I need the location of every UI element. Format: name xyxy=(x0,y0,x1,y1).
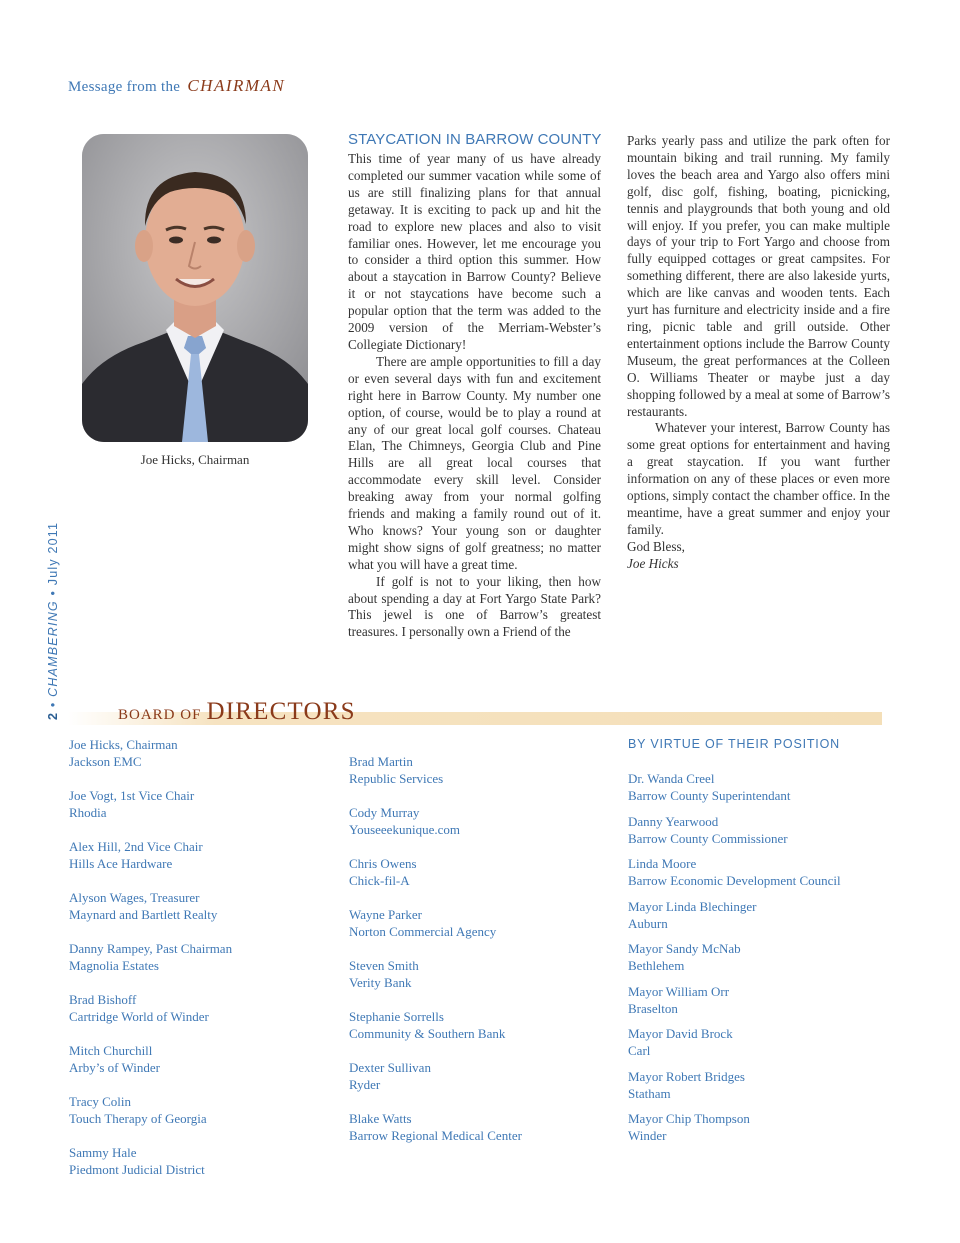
director-entry xyxy=(349,855,522,889)
article-paragraph: This time of year many of us have already completed our summer vacation while some of us are still finalizing plans for that annual getaway. It is exciting to pack up and hit the road to explore new places and also to visit familiar ones. However, let me encourage you to consider a third option this summer. How about a staycation in Barrow County? Believe it or not staycations have become such a popular option that the term was added to the 2009 version of the Merriam-Webster’s Collegiate Dictionary! xyxy=(348,151,601,352)
director-name: Alex Hill, 2nd Vice Chair xyxy=(69,839,203,854)
director-org: Jackson EMC xyxy=(69,754,142,769)
director-org: Magnolia Estates xyxy=(69,958,159,973)
header-prefix: Message from the xyxy=(68,79,181,95)
director-name: Stephanie Sorrells xyxy=(349,1009,444,1024)
director-name: Steven Smith xyxy=(349,958,419,973)
director-entry xyxy=(349,957,522,991)
director-name: Mayor Robert Bridges xyxy=(628,1068,745,1084)
article-paragraph: Whatever your interest, Barrow County has some great options for entertainment and having a great staycation. If you want further information on any of these places or even more options, simply contact the chamber office. In the meantime, have a great summer and enjoy your family. xyxy=(627,420,890,537)
director-name: Tracy Colin xyxy=(69,1094,131,1109)
magazine-name: CHAMBERING xyxy=(46,600,60,697)
director-org: Maynard and Bartlett Realty xyxy=(69,907,218,922)
director-name: Alyson Wages, Treasurer xyxy=(69,890,200,905)
separator: • xyxy=(46,589,60,596)
director-entry xyxy=(628,983,841,1017)
section-header xyxy=(68,76,285,96)
director-name: Linda Moore xyxy=(628,856,697,871)
article-paragraph: There are ample opportunities to fill a day or even several days with fun and excitement right here in Barrow County. My number one option, of course, would be to play a round at any of our great local golf courses. Chateau Elan, The Chimneys, Georgia Club and Pine Hills are all great local courses that accommodate every skill level. Consider breaking away from your normal golfing friends and making a family round out of it. Who knows? Your young son or daughter might show signs of golf greatness; no matter what you will have a great time. xyxy=(348,353,601,572)
director-org: Community & Southern Bank xyxy=(349,1026,506,1041)
director-entry xyxy=(69,889,232,923)
director-entry xyxy=(69,838,232,872)
director-name: Brad Bishoff xyxy=(69,992,137,1007)
page-folio xyxy=(46,522,60,720)
director-org: Cartridge World of Winder xyxy=(69,1009,209,1024)
director-name: Cody Murray xyxy=(349,805,420,820)
director-entry xyxy=(349,1059,522,1093)
director-entry xyxy=(69,991,232,1025)
director-entry xyxy=(628,770,841,804)
director-name: Dr. Wanda Creel xyxy=(628,771,715,786)
director-org: Barrow Economic Development Council xyxy=(628,873,841,888)
director-name: Mayor Chip Thompson xyxy=(628,1111,750,1126)
director-entry xyxy=(69,940,232,974)
article-column-1 xyxy=(348,151,601,641)
page-number: 2 xyxy=(46,711,60,720)
director-org: Norton Commercial Agency xyxy=(349,924,497,939)
directors-column-2 xyxy=(349,753,522,1161)
director-org: Verity Bank xyxy=(349,975,412,990)
article-column-2 xyxy=(627,133,890,573)
directors-column-3 xyxy=(628,736,841,1153)
issue-date: July 2011 xyxy=(46,521,60,586)
director-entry xyxy=(628,1025,841,1059)
photo-caption: Joe Hicks, Chairman xyxy=(140,452,250,467)
director-entry xyxy=(349,1008,522,1042)
director-org: Touch Therapy of Georgia xyxy=(69,1111,207,1126)
directors-column-1 xyxy=(69,736,232,1195)
director-org: Braselton xyxy=(628,1000,678,1016)
director-entry xyxy=(349,753,522,787)
director-org: Piedmont Judicial District xyxy=(69,1162,205,1177)
director-name: Chris Owens xyxy=(349,856,417,871)
director-name: Sammy Hale xyxy=(69,1145,137,1160)
director-entry xyxy=(69,787,232,821)
director-entry xyxy=(628,898,841,932)
portrait-illustration xyxy=(82,134,308,442)
director-entry xyxy=(349,906,522,940)
director-entry xyxy=(628,1068,841,1102)
director-entry xyxy=(349,1110,522,1144)
director-name: Wayne Parker xyxy=(349,907,422,922)
director-org: Hills Ace Hardware xyxy=(69,856,173,871)
chairman-photo xyxy=(82,134,308,442)
director-entry xyxy=(69,1042,232,1076)
article-title: STAYCATION IN BARROW COUNTY xyxy=(348,131,602,148)
director-org: Chick-fil-A xyxy=(349,873,410,888)
director-org: Barrow Regional Medical Center xyxy=(349,1128,522,1143)
director-name: Mitch Churchill xyxy=(69,1043,153,1058)
director-entry xyxy=(349,804,522,838)
director-entry xyxy=(628,813,841,847)
director-name: Mayor Linda Blechinger xyxy=(628,898,757,914)
board-title-small: BOARD OF xyxy=(118,707,202,723)
director-name: Brad Martin xyxy=(349,754,413,769)
director-entry xyxy=(628,1110,841,1144)
director-org: Barrow County Superintendant xyxy=(628,788,791,803)
director-org: Statham xyxy=(628,1085,671,1101)
director-org: Auburn xyxy=(628,915,668,931)
director-org: Barrow County Commissioner xyxy=(628,830,788,846)
director-name: Mayor William Orr xyxy=(628,983,730,999)
director-org: Winder xyxy=(628,1128,667,1143)
director-name: Mayor David Brock xyxy=(628,1026,733,1041)
director-org: Bethlehem xyxy=(628,958,685,973)
separator: • xyxy=(46,701,60,708)
director-entry xyxy=(628,855,841,889)
director-entry xyxy=(69,1093,232,1127)
director-org: Arby’s of Winder xyxy=(69,1060,160,1075)
header-emphasis: CHAIRMAN xyxy=(187,76,286,95)
director-name: Mayor Sandy McNab xyxy=(628,941,741,956)
director-entry xyxy=(628,940,841,974)
board-title-large: DIRECTORS xyxy=(206,698,356,725)
director-name: Danny Yearwood xyxy=(628,813,719,829)
closing-line: God Bless, xyxy=(627,538,685,554)
director-name: Dexter Sullivan xyxy=(349,1060,431,1075)
article-paragraph: If golf is not to your liking, then how about spending a day at Fort Yargo State Park? This jewel is one of Barrow’s greatest treasures. I personally own a Friend of the xyxy=(348,573,601,640)
director-name: Blake Watts xyxy=(349,1111,412,1126)
director-entry xyxy=(69,736,232,770)
director-org: Rhodia xyxy=(69,805,107,820)
director-name: Joe Hicks, Chairman xyxy=(69,737,178,752)
director-org: Carl xyxy=(628,1043,651,1058)
director-org: Ryder xyxy=(349,1077,381,1092)
signature: Joe Hicks xyxy=(627,555,679,571)
article-paragraph: Parks yearly pass and utilize the park often for mountain biking and trail running. My family loves the beach area and Yargo also offers mini golf, disc golf, fishing, boating, picnicking, tennis and playgrounds that both young and old will enjoy. If you prefer, you can make multiple days of your trip to Fort Yargo and choose from fully equipped cottages or great campsites. For something different, there are also lakeside yurts, which are like canvas and wooden tents. Each yurt has furniture and electricity inside and a fire ring, picnic table and grill outside. Other entertainment options include the Barrow County Museum, the great performances at the Colleen O. Williams Theater or maybe just a day shopping followed by a meal at some of Barrow’s restaurants. xyxy=(627,133,890,419)
director-org: Republic Services xyxy=(349,771,444,786)
board-title xyxy=(118,698,356,726)
director-name: Danny Rampey, Past Chairman xyxy=(69,941,233,956)
ex-officio-heading: BY VIRTUE OF THEIR POSITION xyxy=(628,737,840,751)
director-name: Joe Vogt, 1st Vice Chair xyxy=(69,788,195,803)
director-org: Youseeekunique.com xyxy=(349,822,460,837)
director-entry xyxy=(69,1144,232,1178)
